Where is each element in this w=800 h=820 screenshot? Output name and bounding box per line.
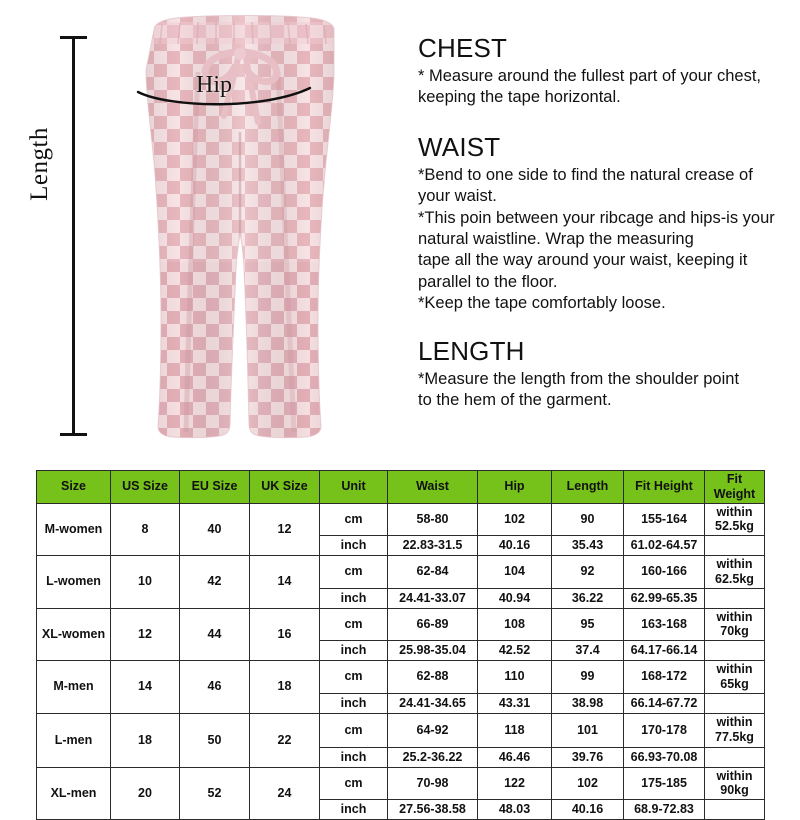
cell-hip: 102 [478, 503, 552, 536]
cell-fit-weight: within 70kg [705, 608, 765, 641]
cell-eu-size: 50 [180, 713, 250, 767]
cell-waist: 62-84 [388, 556, 478, 589]
column-header-us-size: US Size [111, 471, 180, 504]
cell-fit-height: 68.9-72.83 [624, 800, 705, 820]
cell-hip: 110 [478, 661, 552, 694]
cell-unit: inch [320, 747, 388, 767]
size-chart-table-container [36, 470, 764, 820]
cell-fit-weight [705, 693, 765, 713]
cell-hip: 40.16 [478, 536, 552, 556]
instruction-line: your waist. [418, 187, 497, 206]
cell-fit-height: 163-168 [624, 608, 705, 641]
cell-hip: 122 [478, 767, 552, 800]
cell-length: 35.43 [552, 536, 624, 556]
cell-fit-weight [705, 536, 765, 556]
cell-waist: 24.41-33.07 [388, 588, 478, 608]
cell-unit: inch [320, 800, 388, 820]
instruction-line: natural waistline. Wrap the measuring [418, 229, 694, 248]
instruction-line: parallel to the floor. [418, 272, 558, 291]
cell-length: 38.98 [552, 693, 624, 713]
cell-waist: 66-89 [388, 608, 478, 641]
length-measure-bracket [56, 36, 90, 436]
instruction-title-length: LENGTH [418, 335, 525, 366]
cell-fit-height: 175-185 [624, 767, 705, 800]
cell-unit: inch [320, 536, 388, 556]
cell-hip: 118 [478, 713, 552, 747]
cell-us-size: 20 [111, 767, 180, 820]
cell-uk-size: 24 [250, 767, 320, 820]
cell-hip: 108 [478, 608, 552, 641]
cell-us-size: 12 [111, 608, 180, 661]
cell-us-size: 10 [111, 556, 180, 609]
cell-eu-size: 42 [180, 556, 250, 609]
cell-length: 92 [552, 556, 624, 589]
cell-uk-size: 12 [250, 503, 320, 556]
cell-waist: 24.41-34.65 [388, 693, 478, 713]
cell-fit-weight [705, 588, 765, 608]
instruction-line: *Bend to one side to find the natural crease of [418, 165, 753, 184]
instruction-line: *Measure the length from the shoulder point [418, 369, 740, 388]
cell-size: XL-men [37, 767, 111, 820]
instruction-section-waist [418, 133, 790, 315]
cell-hip: 43.31 [478, 693, 552, 713]
cell-waist: 25.2-36.22 [388, 747, 478, 767]
cell-fit-weight [705, 747, 765, 767]
cell-fit-height: 155-164 [624, 503, 705, 536]
column-header-fit-weight: Fit Weight [705, 471, 765, 504]
instruction-title-waist: WAIST [418, 131, 501, 162]
column-header-hip: Hip [478, 471, 552, 504]
cell-fit-height: 160-166 [624, 556, 705, 589]
pajama-pants-photo [128, 12, 358, 444]
cell-waist: 22.83-31.5 [388, 536, 478, 556]
cell-fit-weight: within 52.5kg [705, 503, 765, 536]
cell-length: 40.16 [552, 800, 624, 820]
column-header-uk-size: UK Size [250, 471, 320, 504]
hip-dimension-label: Hip [196, 72, 232, 98]
cell-size: L-men [37, 713, 111, 767]
cell-unit: cm [320, 661, 388, 694]
instruction-section-chest [418, 34, 790, 109]
cell-fit-height: 64.17-66.14 [624, 641, 705, 661]
column-header-eu-size: EU Size [180, 471, 250, 504]
cell-fit-height: 170-178 [624, 713, 705, 747]
cell-unit: cm [320, 503, 388, 536]
cell-size: M-men [37, 661, 111, 714]
cell-uk-size: 18 [250, 661, 320, 714]
column-header-waist: Waist [388, 471, 478, 504]
cell-length: 102 [552, 767, 624, 800]
instruction-line: *This poin between your ribcage and hips-is your [418, 208, 775, 227]
instruction-body-waist [418, 165, 790, 315]
cell-unit: cm [320, 767, 388, 800]
cell-length: 90 [552, 503, 624, 536]
cell-fit-height: 66.14-67.72 [624, 693, 705, 713]
cell-us-size: 8 [111, 503, 180, 556]
length-dimension-label: Length [26, 127, 53, 201]
instruction-line: keeping the tape horizontal. [418, 88, 621, 107]
cell-uk-size: 14 [250, 556, 320, 609]
instruction-line: * Measure around the fullest part of your chest, [418, 66, 762, 85]
cell-fit-height: 66.93-70.08 [624, 747, 705, 767]
cell-unit: inch [320, 588, 388, 608]
cell-waist: 27.56-38.58 [388, 800, 478, 820]
measuring-instructions [418, 34, 790, 411]
instruction-line: to the hem of the garment. [418, 391, 612, 410]
cell-waist: 58-80 [388, 503, 478, 536]
table-row [37, 608, 765, 641]
cell-hip: 46.46 [478, 747, 552, 767]
size-chart-table [36, 470, 765, 820]
cell-fit-weight [705, 800, 765, 820]
cell-fit-height: 61.02-64.57 [624, 536, 705, 556]
cell-eu-size: 44 [180, 608, 250, 661]
table-row [37, 503, 765, 536]
cell-hip: 40.94 [478, 588, 552, 608]
cell-eu-size: 52 [180, 767, 250, 820]
cell-fit-weight: within 90kg [705, 767, 765, 800]
instruction-body-chest [418, 66, 790, 109]
cell-fit-weight: within 62.5kg [705, 556, 765, 589]
cell-unit: cm [320, 608, 388, 641]
cell-length: 95 [552, 608, 624, 641]
table-row [37, 661, 765, 694]
table-row [37, 713, 765, 747]
cell-waist: 25.98-35.04 [388, 641, 478, 661]
cell-uk-size: 16 [250, 608, 320, 661]
bracket-cap-bottom [60, 433, 87, 436]
cell-size: M-women [37, 503, 111, 556]
table-row [37, 556, 765, 589]
table-header-row [37, 471, 765, 504]
cell-eu-size: 40 [180, 503, 250, 556]
cell-fit-weight: within 77.5kg [705, 713, 765, 747]
cell-length: 99 [552, 661, 624, 694]
cell-size: L-women [37, 556, 111, 609]
cell-fit-weight [705, 641, 765, 661]
cell-waist: 64-92 [388, 713, 478, 747]
instruction-line: *Keep the tape comfortably loose. [418, 294, 666, 313]
bracket-stem [72, 36, 75, 436]
column-header-length: Length [552, 471, 624, 504]
cell-hip: 42.52 [478, 641, 552, 661]
cell-unit: cm [320, 556, 388, 589]
instruction-body-length [418, 369, 790, 412]
column-header-unit: Unit [320, 471, 388, 504]
pants-body [128, 12, 358, 444]
cell-uk-size: 22 [250, 713, 320, 767]
cell-fit-weight: within 65kg [705, 661, 765, 694]
cell-length: 36.22 [552, 588, 624, 608]
cell-waist: 62-88 [388, 661, 478, 694]
cell-size: XL-women [37, 608, 111, 661]
cell-fit-height: 168-172 [624, 661, 705, 694]
cell-fit-height: 62.99-65.35 [624, 588, 705, 608]
cell-unit: cm [320, 713, 388, 747]
table-row [37, 767, 765, 800]
cell-unit: inch [320, 693, 388, 713]
cell-waist: 70-98 [388, 767, 478, 800]
cell-length: 101 [552, 713, 624, 747]
cell-length: 37.4 [552, 641, 624, 661]
instruction-title-chest: CHEST [418, 33, 508, 63]
cell-hip: 48.03 [478, 800, 552, 820]
bow-knot [234, 48, 246, 60]
column-header-size: Size [37, 471, 111, 504]
cell-unit: inch [320, 641, 388, 661]
cell-us-size: 14 [111, 661, 180, 714]
cell-length: 39.76 [552, 747, 624, 767]
instruction-line: tape all the way around your waist, keeping it [418, 251, 748, 270]
cell-eu-size: 46 [180, 661, 250, 714]
column-header-fit-height: Fit Height [624, 471, 705, 504]
cell-us-size: 18 [111, 713, 180, 767]
table-body [37, 503, 765, 820]
instruction-section-length [418, 337, 790, 412]
cell-hip: 104 [478, 556, 552, 589]
